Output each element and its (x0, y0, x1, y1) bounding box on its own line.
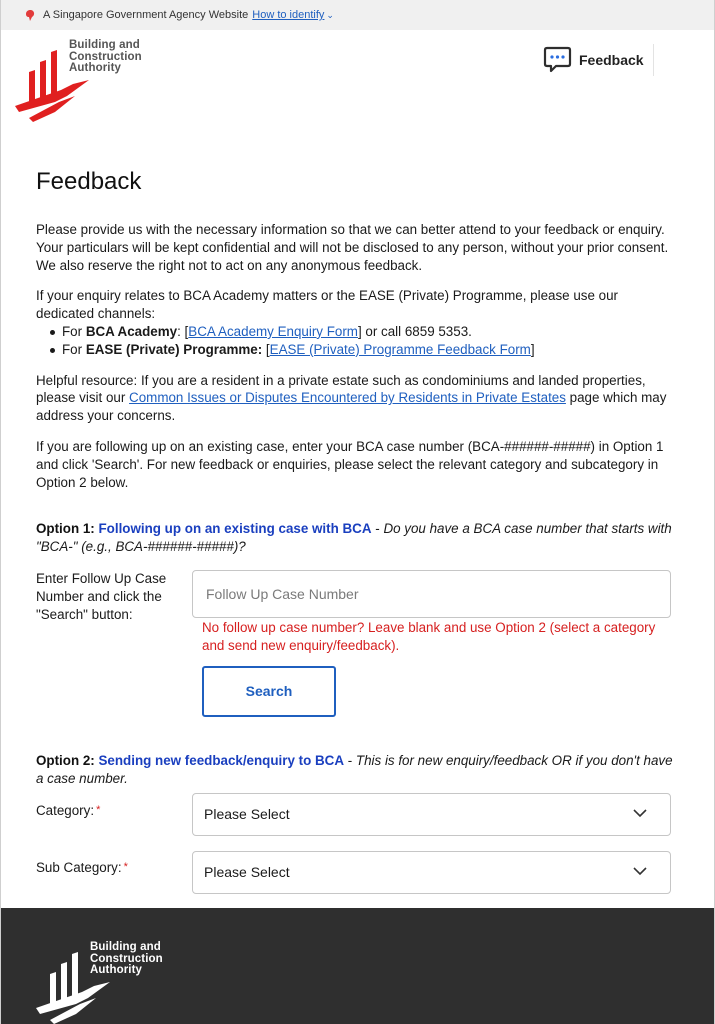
site-footer (1, 908, 714, 1024)
chevron-down-icon (632, 808, 648, 818)
subcategory-selected-value: Please Select (204, 864, 290, 881)
bca-academy-enquiry-link[interactable]: BCA Academy Enquiry Form (188, 323, 358, 339)
masthead-text: A Singapore Government Agency Website (43, 9, 249, 21)
option1-row (36, 570, 678, 735)
logo-text: Building and Construction Authority (69, 39, 142, 74)
footer-logo-text: Building and Construction Authority (90, 941, 163, 976)
subcategory-label: Sub Category: * (36, 859, 128, 875)
helpful-resource-paragraph: Helpful resource: If you are a resident in a private estate such as condominiums and landed properties, please visit our Common Issues or Disputes Encountered by Residents in Private Estates page which may address your concerns. (36, 372, 667, 424)
category-selected-value: Please Select (204, 806, 290, 823)
list-item: For EASE (Private) Programme: [EASE (Private) Programme Feedback Form] (48, 341, 678, 359)
footer-bca-logo[interactable] (36, 942, 176, 1020)
subcategory-select[interactable] (192, 851, 671, 894)
chat-bubble-icon (543, 46, 572, 74)
channel-list (48, 323, 678, 359)
intro-paragraph: Please provide us with the necessary information so that we can better attend to your feedback or enquiry. Your particulars will be kept confidential and will not be disclosed to any person, without your prior consent. We also reserve the right not to act on any anonymous feedback. (36, 222, 669, 273)
site-header (1, 30, 714, 130)
ease-feedback-form-link[interactable]: EASE (Private) Programme Feedback Form (269, 341, 531, 357)
category-label: Category: * (36, 802, 101, 818)
page-title: Feedback (36, 168, 142, 195)
category-select[interactable] (192, 793, 671, 836)
required-marker: * (96, 803, 101, 816)
feedback-label: Feedback (579, 52, 644, 68)
followup-case-number-input[interactable] (192, 570, 671, 618)
option2-heading: Option 2: Sending new feedback/enquiry to BCA - This is for new enquiry/feedback OR if you don't have a case number. (36, 752, 673, 786)
chevron-down-icon[interactable]: ⌄ (326, 9, 334, 20)
category-row (36, 802, 678, 859)
private-estates-issues-link[interactable]: Common Issues or Disputes Encountered by Residents in Private Estates (129, 390, 566, 406)
required-marker: * (123, 860, 128, 873)
search-button[interactable]: Search (202, 666, 336, 717)
main-content (1, 168, 714, 909)
option1-heading: Option 1: Following up on an existing case with BCA - Do you have a BCA case number that starts with "BCA-" (e.g., BCA-######-#####)? (36, 521, 672, 555)
list-item: For BCA Academy: [BCA Academy Enquiry Form] or call 6859 5353. (48, 323, 678, 341)
followup-field-label: Enter Follow Up Case Number and click the "Search" button: (36, 570, 167, 622)
lion-head-icon (23, 8, 37, 22)
gov-masthead (1, 0, 714, 30)
chevron-down-icon (632, 866, 648, 876)
academy-paragraph: If your enquiry relates to BCA Academy matters or the EASE (Private) Programme, please use our dedicated channels: (36, 288, 619, 322)
subcategory-row (36, 859, 678, 909)
followup-instructions: If you are following up on an existing case, enter your BCA case number (BCA-######-#####) in Option 1 and click 'Search'. For new feedback or enquiries, please select the relevant category and subcategory in Option 2 below. (36, 438, 664, 490)
header-feedback-button[interactable] (543, 46, 644, 74)
header-divider (653, 44, 654, 76)
how-to-identify-link[interactable]: How to identify (252, 9, 325, 21)
bca-logo[interactable] (15, 40, 155, 118)
no-case-number-hint: No follow up case number? Leave blank and use Option 2 (select a category and send new enquiry/feedback). (202, 619, 656, 653)
